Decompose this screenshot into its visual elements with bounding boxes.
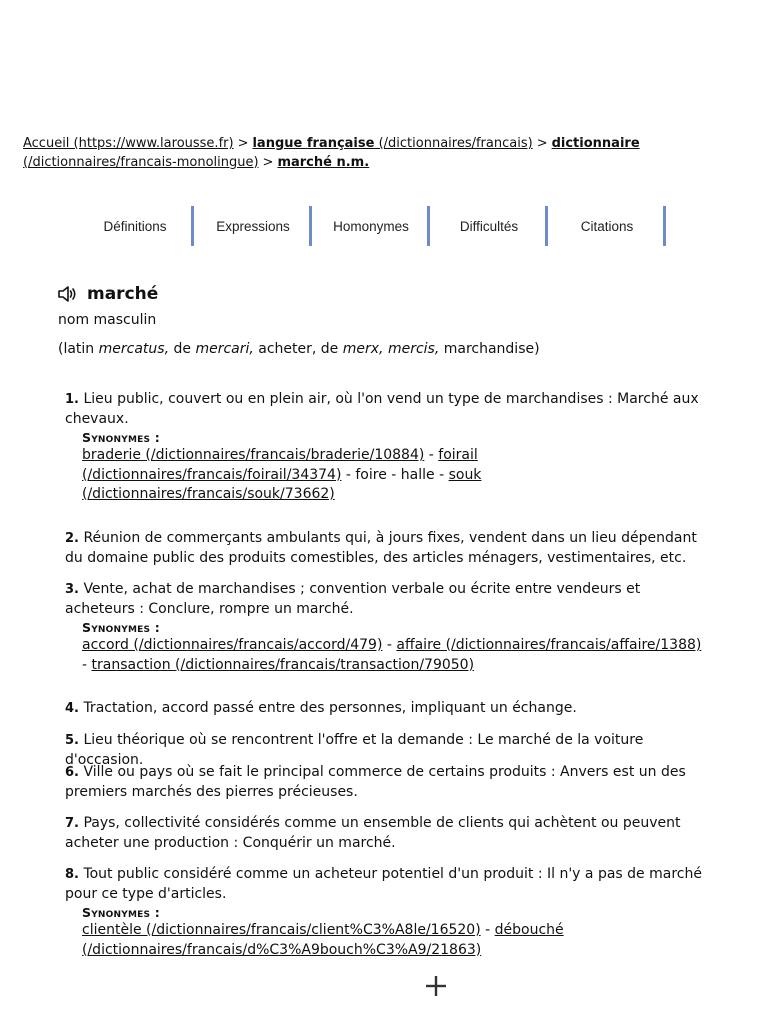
breadcrumb-separator: > bbox=[262, 154, 274, 170]
synonym-separator: - foire - halle - bbox=[341, 466, 449, 483]
breadcrumb-strong-text: langue française bbox=[252, 136, 375, 151]
tab-citations[interactable]: Citations bbox=[548, 206, 666, 246]
synonyms-list bbox=[82, 921, 705, 960]
definition-7: 7. Pays, collectivité considérés comme un ensemble de clients qui achètent ou peuvent acheter une production : Conquérir un marché. bbox=[65, 815, 681, 851]
headword-block bbox=[58, 284, 158, 304]
breadcrumb-url-text: (/dictionnaires/francais-monolingue) bbox=[23, 154, 259, 170]
breadcrumb bbox=[23, 135, 745, 172]
synonyms-list bbox=[82, 636, 705, 675]
breadcrumb-strong-text: marché n.m. bbox=[277, 154, 370, 170]
breadcrumb-link-home[interactable]: Accueil (https://www.larousse.fr) bbox=[23, 136, 234, 151]
synonym-link[interactable]: débouché (/dictionnaires/francais/d%C3%A9bouch%C3%A9/21863) bbox=[82, 922, 564, 958]
breadcrumb-link-langue-francaise[interactable] bbox=[252, 136, 532, 151]
synonym-separator: - bbox=[382, 637, 397, 653]
synonym-link[interactable]: transaction (/dictionnaires/francais/transaction/79050) bbox=[91, 656, 475, 673]
breadcrumb-separator: > bbox=[237, 136, 249, 151]
synonym-link[interactable]: braderie (/dictionnaires/francais/braderie/10884) bbox=[82, 447, 425, 463]
tab-difficultes[interactable]: Difficultés bbox=[430, 206, 548, 246]
synonyms-block bbox=[82, 905, 705, 960]
synonyms-block bbox=[82, 430, 705, 505]
definition-3: 3. Vente, achat de marchandises ; convention verbale ou écrite entre vendeurs et acheteurs : Conclure, rompre un marché. Synonymes : accord (/dictionnaires/francais/accord/479) - affaire (/dictionnaires/francais/affaire/1388) - transaction (/dictionnaires/francais/transaction/79050) bbox=[65, 580, 705, 675]
part-of-speech: nom masculin bbox=[58, 312, 157, 328]
definition-2: 2. Réunion de commerçants ambulants qui, à jours fixes, vendent dans un lieu dépendant du domaine public des produits comestibles, des articles ménagers, vestimentaires, etc. bbox=[65, 530, 697, 566]
synonyms-list bbox=[82, 446, 705, 505]
synonym-separator: - bbox=[82, 656, 92, 673]
definition-1: 1. Lieu public, couvert ou en plein air, où l'on vend un type de marchandises : Marché aux chevaux. Synonymes : braderie (/dictionnaires/francais/braderie/10884) - foirail (/dictionnaires/francais/foirail/34374) - foire - halle - souk (/dictionnaires/francais/souk/73662) bbox=[65, 390, 705, 505]
synonyms-label: Synonymes : bbox=[82, 905, 160, 920]
definition-8: 8. Tout public considéré comme un acheteur potentiel d'un produit : Il n'y a pas de marché pour ce type d'articles. Synonymes : clientèle (/dictionnaires/francais/client%C3%A8le/16520) - débouché (/dictionnaires/francais/d%C3%A9bouch%C3%A9/21863) bbox=[65, 865, 705, 960]
synonym-separator: - bbox=[480, 922, 495, 938]
breadcrumb-url-text: (/dictionnaires/francais) bbox=[374, 136, 533, 151]
tab-homonymes[interactable]: Homonymes bbox=[312, 206, 430, 246]
synonym-link[interactable]: souk (/dictionnaires/francais/souk/73662) bbox=[82, 466, 482, 502]
synonym-link[interactable]: foirail (/dictionnaires/francais/foirail/34374) bbox=[82, 447, 478, 483]
definition-5: 5. Lieu théorique où se rencontrent l'offre et la demande : Le marché de la voiture d'occasion. bbox=[65, 732, 644, 768]
tab-definitions[interactable]: Définitions bbox=[76, 206, 194, 246]
speaker-icon[interactable] bbox=[58, 286, 78, 302]
breadcrumb-separator: > bbox=[536, 136, 548, 151]
entry-tabs bbox=[76, 206, 666, 246]
headword: marché bbox=[87, 284, 159, 304]
synonyms-label: Synonymes : bbox=[82, 620, 160, 635]
synonyms-block bbox=[82, 620, 705, 675]
synonym-link[interactable]: accord (/dictionnaires/francais/accord/479) bbox=[82, 637, 383, 653]
synonym-separator: - bbox=[424, 447, 439, 463]
synonym-link[interactable]: clientèle (/dictionnaires/francais/client%C3%A8le/16520) bbox=[82, 922, 481, 938]
breadcrumb-strong-text: dictionnaire bbox=[551, 136, 640, 151]
plus-icon[interactable] bbox=[424, 972, 448, 1000]
etymology: (latin mercatus, de mercari, acheter, de merx, mercis, marchandise) bbox=[58, 341, 540, 357]
definition-4: 4. Tractation, accord passé entre des personnes, impliquant un échange. bbox=[65, 700, 577, 716]
definition-6: 6. Ville ou pays où se fait le principal commerce de certains produits : Anvers est un des premiers marchés des pierres précieuses. bbox=[65, 764, 686, 800]
synonym-link[interactable]: affaire (/dictionnaires/francais/affaire/1388) bbox=[396, 637, 702, 653]
tab-expressions[interactable]: Expressions bbox=[194, 206, 312, 246]
breadcrumb-current-marche[interactable] bbox=[277, 155, 369, 170]
synonyms-label: Synonymes : bbox=[82, 430, 160, 445]
